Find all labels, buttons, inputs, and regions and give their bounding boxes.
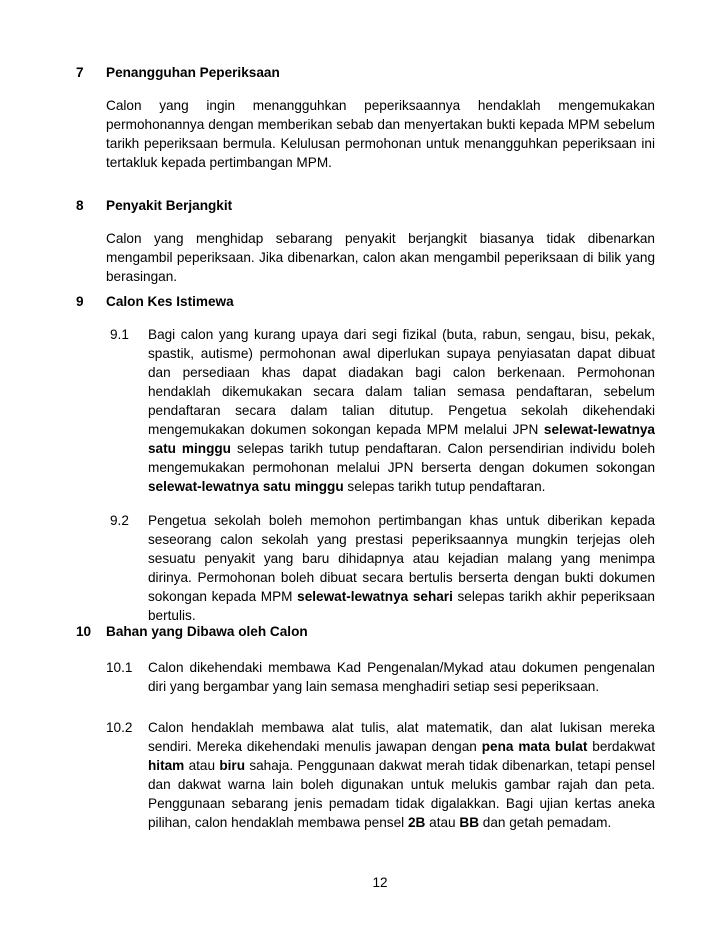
- emphasis: 2B: [407, 815, 426, 830]
- section-7-body: Calon yang ingin menangguhkan peperiksaannya hendaklah mengemukakan permohonannya dengan memberikan sebab dan menyertakan bukti kepada MPM sebelum tarikh peperiksaan bermula. Kelulusan permohonan untuk menangguhkan peperiksaan ini tertakluk kepada pertimbangan MPM.: [106, 98, 655, 170]
- item-9-2-text: Pengetua sekolah boleh memohon pertimbangan khas untuk diberikan kepada seseorang calon sekolah yang prestasi peperiksaannya mungkin terjejas oleh sesuatu penyakit yang baru dihidapnya atau kejadian malang yang menimpa dirinya. Permohonan boleh dibuat secara bertulis berserta dengan bukti dokumen sokongan kepada MPM selewat-lewatnya sehari selepas tarikh akhir peperiksaan bertulis.: [148, 513, 655, 623]
- section-8-body: Calon yang menghidap sebarang penyakit berjangkit biasanya tidak dibenarkan mengambil peperiksaan. Jika dibenarkan, calon akan mengambil peperiksaan di bilik yang berasingan.: [106, 231, 655, 284]
- deadline-emphasis: selewat-lewatnya sehari: [297, 589, 453, 604]
- section-9-number: 9: [76, 294, 84, 309]
- emphasis: biru: [219, 758, 246, 773]
- section-7-heading: Penangguhan Peperiksaan: [106, 65, 280, 80]
- emphasis: BB: [459, 815, 480, 830]
- item-9-1-number: 9.1: [110, 327, 129, 342]
- section-8-number: 8: [76, 198, 84, 213]
- item-10-2-number: 10.2: [106, 720, 133, 735]
- deadline-emphasis: selewat-lewatnya satu minggu: [148, 422, 655, 456]
- page-number: 12: [372, 875, 388, 890]
- emphasis: hitam: [148, 758, 185, 773]
- section-8-heading: Penyakit Berjangkit: [106, 198, 233, 213]
- section-7-number: 7: [76, 65, 84, 80]
- item-10-1-number: 10.1: [106, 660, 133, 675]
- section-9-heading: Calon Kes Istimewa: [106, 294, 234, 309]
- item-10-2-text: Calon hendaklah membawa alat tulis, alat matematik, dan alat lukisan mereka sendiri. Mereka dikehendaki menulis jawapan dengan pena mata bulat berdakwat hitam atau biru sahaja. Penggunaan dakwat merah tidak dibenarkan, tetapi pensel dan dakwat warna lain boleh digunakan untuk melukis gambar rajah dan peta. Penggunaan sebarang jenis pemadam tidak digalakkan. Bagi ujian kertas aneka pilihan, calon hendaklah membawa pensel 2B atau BB dan getah pemadam.: [148, 720, 656, 830]
- deadline-emphasis: selewat-lewatnya satu minggu: [148, 479, 344, 494]
- section-10-number: 10: [76, 624, 92, 639]
- item-9-1-text: Bagi calon yang kurang upaya dari segi fizikal (buta, rabun, sengau, bisu, pekak, spastik, autisme) permohonan awal diperlukan supaya penyiasatan dapat dibuat dan persediaan khas dapat diadakan bagi calon berkenaan. Permohonan hendaklah dikemukakan secara dalam talian semasa pendaftaran, sebelum pendaftaran secara dalam talian ditutup. Pengetua sekolah dikehendaki mengemukakan dokumen sokongan kepada MPM melalui JPN selewat-lewatnya satu minggu selepas tarikh tutup pendaftaran. Calon persendirian individu boleh mengemukakan permohonan melalui JPN berserta dengan dokumen sokongan selewat-lewatnya satu minggu selepas tarikh tutup pendaftaran.: [148, 327, 656, 494]
- item-9-2-number: 9.2: [110, 513, 129, 528]
- emphasis: pena mata bulat: [481, 739, 588, 754]
- section-10-heading: Bahan yang Dibawa oleh Calon: [106, 624, 308, 639]
- item-10-1-text: Calon dikehendaki membawa Kad Pengenalan/Mykad atau dokumen pengenalan diri yang bergambar yang lain semasa menghadiri setiap sesi peperiksaan.: [148, 660, 655, 694]
